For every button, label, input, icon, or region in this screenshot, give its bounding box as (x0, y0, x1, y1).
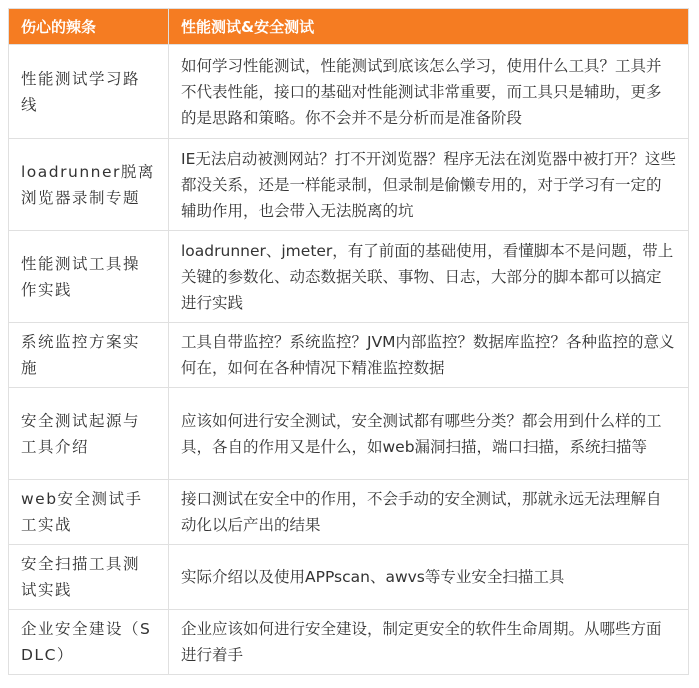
row-description: 工具自带监控？系统监控？JVM内部监控？数据库监控？各种监控的意义何在，如何在各种情况下精准监控数据 (169, 323, 689, 388)
row-description: 应该如何进行安全测试，安全测试都有哪些分类？都会用到什么样的工具，各自的作用又是什么，如web漏洞扫描，端口扫描，系统扫描等 (169, 388, 689, 480)
table-row (9, 480, 689, 545)
row-description: 实际介绍以及使用APPscan、awvs等专业安全扫描工具 (169, 545, 689, 610)
header-col2: 性能测试&安全测试 (169, 9, 689, 45)
row-topic: 安全测试起源与工具介绍 (9, 388, 169, 480)
content-table-wrapper (8, 8, 688, 675)
table-row (9, 323, 689, 388)
row-topic: loadrunner脱离浏览器录制专题 (9, 139, 169, 231)
row-topic: 性能测试学习路线 (9, 45, 169, 139)
row-description: loadrunner、jmeter，有了前面的基础使用，看懂脚本不是问题，带上关键的参数化、动态数据关联、事物、日志，大部分的脚本都可以搞定进行实践 (169, 231, 689, 323)
table-row (9, 545, 689, 610)
table-row (9, 231, 689, 323)
table-row (9, 139, 689, 231)
row-description: IE无法启动被测网站？打不开浏览器？程序无法在浏览器中被打开？这些都没关系，还是一样能录制，但录制是偷懒专用的，对于学习有一定的辅助作用，也会带入无法脱离的坑 (169, 139, 689, 231)
table-header-row (9, 9, 689, 45)
row-description: 接口测试在安全中的作用，不会手动的安全测试，那就永远无法理解自动化以后产出的结果 (169, 480, 689, 545)
row-description: 如何学习性能测试，性能测试到底该怎么学习，使用什么工具？工具并不代表性能，接口的基础对性能测试非常重要，而工具只是辅助，更多的是思路和策略。你不会并不是分析而是准备阶段 (169, 45, 689, 139)
row-topic: 安全扫描工具测试实践 (9, 545, 169, 610)
row-topic: 企业安全建设（SDLC） (9, 610, 169, 675)
table-row (9, 388, 689, 480)
row-topic: web安全测试手工实战 (9, 480, 169, 545)
row-topic: 性能测试工具操作实践 (9, 231, 169, 323)
table-row (9, 610, 689, 675)
row-topic: 系统监控方案实施 (9, 323, 169, 388)
table-row (9, 45, 689, 139)
course-table (8, 8, 689, 675)
header-col1: 伤心的辣条 (9, 9, 169, 45)
row-description: 企业应该如何进行安全建设，制定更安全的软件生命周期。从哪些方面进行着手 (169, 610, 689, 675)
